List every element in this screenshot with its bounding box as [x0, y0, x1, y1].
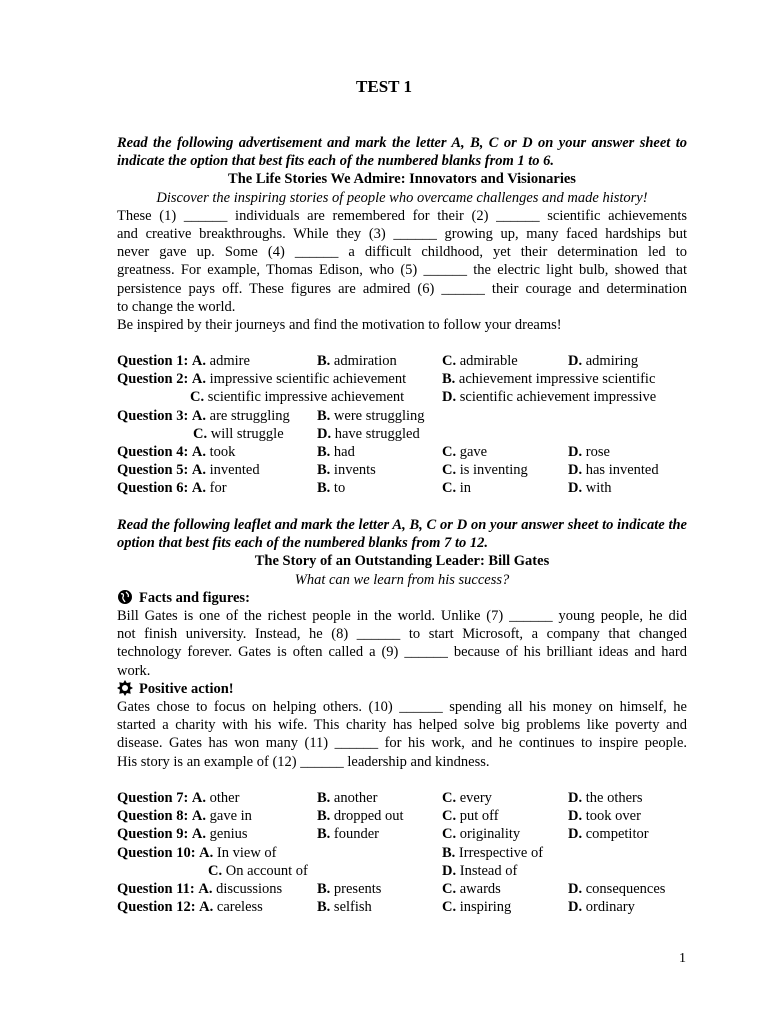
option-d: admiring: [585, 353, 639, 369]
question-row: Question 5: A. invented B. invents C. is inventing D. has invented: [117, 462, 659, 479]
option-b: to: [333, 480, 346, 497]
option-d: scientific achievement impressive: [459, 389, 657, 406]
option-c: put off: [459, 808, 499, 825]
paragraph-line: Gates chose to focus on helping others. (10) ______ spending all his money on himself, he: [117, 699, 687, 716]
option-d: rose: [585, 443, 610, 460]
gear-icon: [117, 680, 133, 696]
option-c: will struggle: [210, 425, 284, 442]
paragraph-line: technology forever. Gates is often called a (9) ______ because of his brilliant ideas and hard: [117, 644, 687, 661]
option-c: admirable: [459, 353, 518, 369]
question-row: Question 2: A. impressive scientific achievement B. achievement impressive scientific: [117, 371, 656, 388]
option-b: founder: [333, 826, 380, 843]
option-a: In view of: [216, 844, 277, 861]
section-1-paragraph: [117, 207, 687, 316]
question-row: Question 12: A. careless B. selfish C. inspiring D. ordinary: [117, 899, 635, 916]
option-d: have struggled: [334, 425, 420, 442]
option-c: in: [459, 480, 472, 497]
option-b: invents: [333, 462, 376, 479]
question-label: Question 1:: [117, 353, 189, 369]
facts-heading: Facts and figures:: [117, 589, 687, 607]
option-c: originality: [459, 826, 521, 843]
question-label: Question 9:: [117, 826, 189, 843]
test-title: TEST 1: [356, 77, 412, 96]
question-label: Question 10:: [117, 844, 196, 861]
globe-icon: [117, 589, 133, 605]
section-1-subheading: Discover the inspiring stories of people who overcame challenges and made history!: [156, 189, 648, 206]
option-c: On account of: [225, 862, 308, 879]
option-a: admire: [209, 353, 250, 369]
option-c: every: [459, 790, 492, 806]
question-label: Question 2:: [117, 371, 189, 388]
section-2-instruction: Read the following leaflet and mark the letter A, B, C or D on your answer sheet to indicate the option that best fits each of the numbered blanks from 7 to 12.: [117, 517, 687, 552]
option-c: gave: [459, 443, 488, 460]
option-a: gave in: [209, 808, 252, 825]
section-2: [117, 516, 687, 771]
question-label: Question 5:: [117, 462, 189, 479]
section-1-instruction: Read the following advertisement and mark the letter A, B, C or D on your answer sheet to indicate the option that best fits each of the numbered blanks from 1 to 6.: [117, 135, 687, 170]
option-c: scientific impressive achievement: [207, 389, 405, 406]
question-row: Question 1: A. admire B. admiration C. admirable D. admiring: [117, 353, 639, 369]
question-row: Question 8: A. gave in B. dropped out C. put off D. took over: [117, 808, 641, 825]
paragraph-line: never gave up. Some (4) ______ a difficult childhood, yet their determination led to: [117, 244, 687, 261]
question-row: Question 10: A. In view of B. Irrespective of: [117, 844, 544, 861]
question-label: Question 7:: [117, 790, 189, 806]
section-2-questions: [117, 789, 687, 916]
option-c: awards: [459, 880, 501, 897]
section-2-subheading: What can we learn from his success?: [294, 571, 510, 588]
option-a: discussions: [216, 880, 283, 897]
option-d: competitor: [585, 826, 649, 843]
question-row: Question 3: A. are struggling B. were struggling: [117, 407, 425, 424]
paragraph-line: Bill Gates is one of the richest people in the world. Unlike (7) ______ young people, he did: [117, 608, 687, 625]
option-d: Instead of: [459, 862, 518, 879]
option-b: were struggling: [333, 407, 425, 424]
question-row-continued: C. On account of D. Instead of: [208, 862, 518, 879]
paragraph-line: work.: [117, 662, 151, 679]
option-d: with: [585, 480, 612, 497]
option-a: for: [209, 480, 227, 497]
paragraph-line: His story is an example of (12) ______ leadership and kindness.: [117, 753, 490, 770]
question-label: Question 3:: [117, 407, 189, 424]
question-row-continued: C. will struggle D. have struggled: [193, 425, 420, 442]
page-number: 1: [679, 951, 686, 966]
option-d: the others: [585, 790, 643, 806]
section-1: [117, 134, 687, 334]
option-d: ordinary: [585, 899, 635, 916]
option-a: careless: [216, 899, 263, 916]
facts-paragraph: [117, 607, 687, 680]
paragraph-line: not finish university. Instead, he (8) ______ to start Microsoft, a company that changed: [117, 626, 687, 643]
paragraph-line: greatness. For example, Thomas Edison, who (5) ______ the electric light bulb, showed that: [117, 262, 687, 279]
option-a: impressive scientific achievement: [209, 371, 407, 388]
section-1-closing: Be inspired by their journeys and find the motivation to follow your dreams!: [117, 317, 562, 334]
option-c: is inventing: [459, 462, 528, 479]
option-a: invented: [209, 462, 260, 479]
option-b: presents: [333, 880, 382, 897]
option-a: are struggling: [209, 407, 290, 424]
question-label: Question 8:: [117, 808, 189, 825]
question-label: Question 6:: [117, 480, 189, 497]
option-b: achievement impressive scientific: [458, 371, 656, 388]
option-b: had: [333, 443, 355, 460]
option-d: has invented: [585, 462, 659, 479]
section-1-heading: The Life Stories We Admire: Innovators and Visionaries: [228, 171, 576, 188]
paragraph-line: persistence pays off. These figures are admired (6) ______ their courage and determination: [117, 280, 687, 297]
paragraph-line: disease. Gates has won many (11) ______ for his work, and he continues to inspire people.: [117, 735, 687, 752]
option-c: inspiring: [459, 899, 512, 916]
option-d: took over: [585, 808, 641, 825]
question-row: Question 11: A. discussions B. presents C. awards D. consequences: [117, 880, 666, 897]
option-d: consequences: [585, 880, 666, 897]
question-row: Question 7: A. other B. another C. every D. the others: [117, 790, 643, 806]
option-b: dropped out: [333, 808, 404, 825]
action-heading: Positive action!: [117, 680, 687, 698]
option-b: Irrespective of: [458, 844, 544, 861]
option-a: genius: [209, 826, 248, 843]
question-label: Question 11:: [117, 880, 195, 897]
paragraph-line: to change the world.: [117, 298, 236, 315]
question-row-continued: C. scientific impressive achievement D. scientific achievement impressive: [190, 389, 657, 406]
option-b: selfish: [333, 899, 372, 916]
question-row: Question 4: A. took B. had C. gave D. rose: [117, 443, 610, 460]
section-2-heading: The Story of an Outstanding Leader: Bill Gates: [254, 553, 550, 570]
option-a: other: [209, 790, 240, 806]
option-b: admiration: [333, 353, 397, 369]
section-1-questions: [117, 352, 687, 498]
question-row: Question 9: A. genius B. founder C. originality D. competitor: [117, 826, 649, 843]
paragraph-line: started a charity with his wife. This charity has helped solve big problems like poverty and: [117, 717, 687, 734]
option-b: another: [333, 790, 378, 806]
question-label: Question 12:: [117, 899, 196, 916]
paragraph-line: and creative breakthroughs. While they (3) ______ growing up, many faced hardships but: [117, 226, 687, 243]
question-row: Question 6: A. for B. to C. in D. with: [117, 480, 612, 497]
option-a: took: [209, 443, 236, 460]
question-label: Question 4:: [117, 443, 189, 460]
paragraph-line: These (1) ______ individuals are remembered for their (2) ______ scientific achievements: [117, 207, 687, 224]
action-paragraph: [117, 698, 687, 771]
